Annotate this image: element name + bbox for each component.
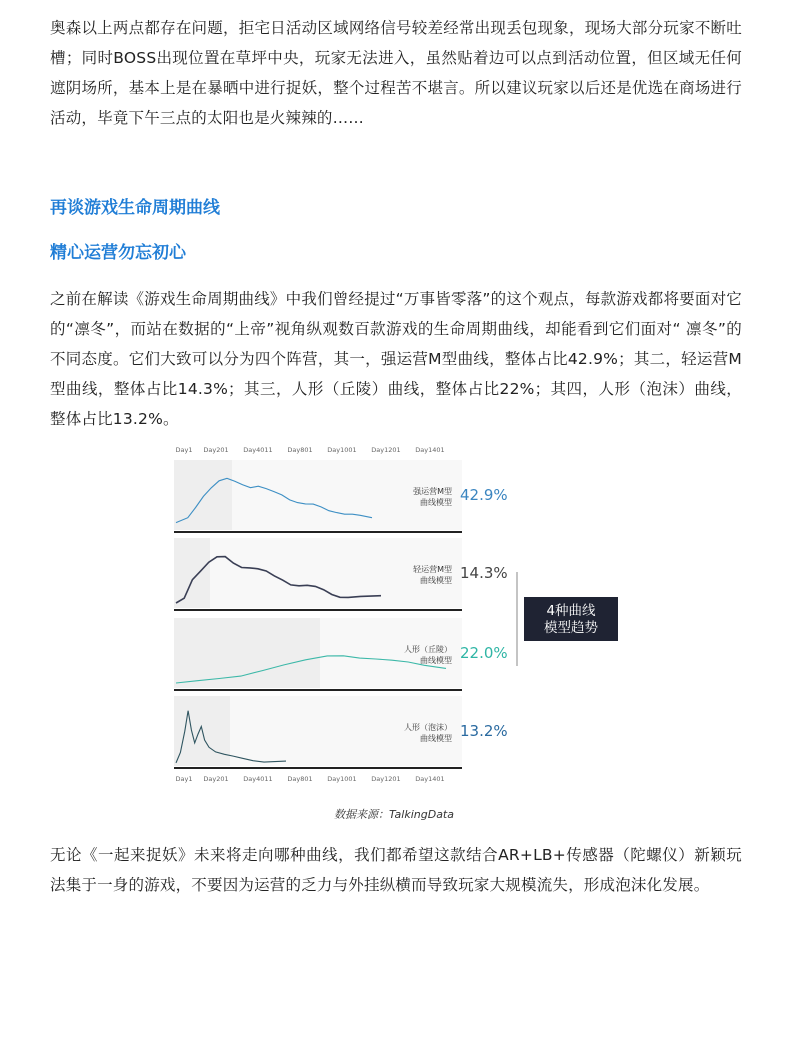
panel-label: 曲线模型 <box>420 656 452 665</box>
intro-paragraph: 奥森以上两点都存在问题，拒宅日活动区域网络信号较差经常出现丢包现象，现场大部分玩家不断吐槽；同时BOSS出现位置在草坪中央，玩家无法进入，虽然贴着边可以点到活动位置，但区域无任何遮阴场所，基本上是在暴晒中进行捉妖，整个过程苦不堪言。所以建议玩家以后还是优选在商场进行活动，毕竟下午三点的太阳也是火辣辣的…… <box>50 19 742 127</box>
panel-label: 人形（泡沫） <box>404 723 452 732</box>
x-tick-bottom: Day1201 <box>371 775 401 783</box>
section-heading-lifecycle: 再谈游戏生命周期曲线 <box>50 198 220 218</box>
lifecycle-curves-chart <box>170 440 620 800</box>
panel-percentage: 22.0% <box>460 644 508 662</box>
conclusion-paragraph: 无论《一起来捉妖》未来将走向哪种曲线，我们都希望这款结合AR+LB+传感器（陀螺仪）新颖玩法集于一身的游戏，不要因为运营的乏力与外挂纵横而导致玩家大规模流失，形成泡沫化发展。 <box>50 846 742 894</box>
panel-percentage: 42.9% <box>460 486 508 504</box>
x-tick-top: Day801 <box>287 446 313 454</box>
panel-label: 轻运营M型 <box>413 565 452 574</box>
panel-percentage: 14.3% <box>460 564 508 582</box>
x-tick-bottom: Day201 <box>203 775 229 783</box>
x-tick-top: Day4011 <box>243 446 273 454</box>
panel-percentage: 13.2% <box>460 722 508 740</box>
x-tick-top: Day1401 <box>415 446 445 454</box>
x-tick-top: Day201 <box>203 446 229 454</box>
panel-label: 强运营M型 <box>413 487 452 496</box>
section-heading-operations: 精心运营勿忘初心 <box>50 243 186 263</box>
x-tick-bottom: Day801 <box>287 775 313 783</box>
panel-label: 曲线模型 <box>420 734 452 743</box>
x-tick-top: Day1201 <box>371 446 401 454</box>
lifecycle-curves-figure <box>170 440 620 800</box>
x-tick-bottom: Day4011 <box>243 775 273 783</box>
x-tick-top: Day1001 <box>327 446 357 454</box>
figure-caption: 数据来源：TalkingData <box>333 808 454 821</box>
panel-label: 人形（丘陵） <box>404 645 452 654</box>
lifecycle-paragraph: 之前在解读《游戏生命周期曲线》中我们曾经提过“万事皆零落”的这个观点，每款游戏都将要面对它的“凛冬”，而站在数据的“上帝”视角纵观数百款游戏的生命周期曲线，却能看到它们面对“ 凛冬”的不同态度。它们大致可以分为四个阵营，其一，强运营M型曲线，整体占比42.9%；其二，轻运营M型曲线，整体占比14.3%；其三，人形（丘陵）曲线，整体占比22%；其四，人形（泡沫）曲线，整体占比13.2%。 <box>50 290 742 428</box>
x-tick-top: Day1 <box>175 446 193 454</box>
x-tick-bottom: Day1401 <box>415 775 445 783</box>
panel-label: 曲线模型 <box>420 498 452 507</box>
panel-shade <box>174 538 210 608</box>
panel-shade <box>174 618 320 688</box>
summary-box-text: 模型趋势 <box>544 620 598 636</box>
x-tick-bottom: Day1 <box>175 775 193 783</box>
x-tick-bottom: Day1001 <box>327 775 357 783</box>
summary-box-text: 4种曲线 <box>546 603 596 619</box>
panel-label: 曲线模型 <box>420 576 452 585</box>
